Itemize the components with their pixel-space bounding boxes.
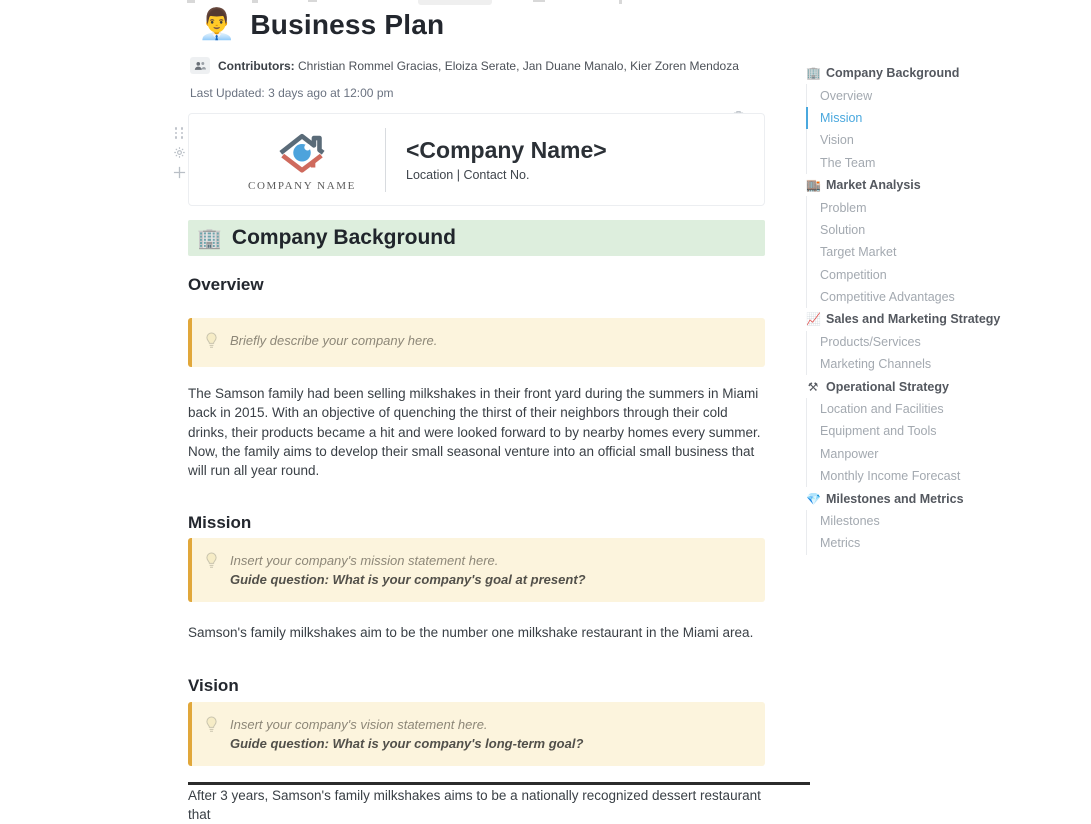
toc-item-label: Marketing Channels <box>820 357 932 372</box>
callout-overview[interactable] <box>188 318 765 367</box>
toc-item-label: Solution <box>820 222 866 237</box>
toc-section-emoji: 💎 <box>806 491 821 506</box>
toc-item-problem[interactable] <box>806 196 1041 218</box>
toc-item-label: Milestones <box>820 514 880 528</box>
callout-text: Insert your company's vision statement here. <box>230 716 488 732</box>
people-icon <box>190 57 210 74</box>
section-header-company-background[interactable] <box>188 220 765 256</box>
section-header-label: Company Background <box>231 226 456 249</box>
toc-item-mission[interactable] <box>806 107 1041 129</box>
callout-vision[interactable] <box>188 702 765 766</box>
paragraph-overview[interactable]: The Samson family had been selling milkshakes in their front yard during the summers in Miami back in 2015. With an objective of quenching the thirst of their neighbors through their cold drinks, their products became a hit and were looked forward to by nearby homes every summer. Now, the family aims to develop their small seasonal venture into an official small business that will run all year round. <box>188 386 761 479</box>
toc-item-milestones[interactable] <box>806 510 1041 532</box>
company-contact-placeholder: Location | Contact No. <box>406 168 530 182</box>
toc-item-label: Milestones and Metrics <box>826 491 964 506</box>
toc-section-emoji: 🏬 <box>806 178 821 193</box>
toc-item-metrics[interactable] <box>806 532 1041 554</box>
toc-item-competition[interactable] <box>806 264 1041 286</box>
block-controls <box>171 127 187 179</box>
contributors-names: Christian Rommel Gracias, Eloiza Serate, Jan Duane Manalo, Kier Zoren Mendoza <box>298 58 739 73</box>
cutoff-block-edge <box>188 782 810 785</box>
page-title[interactable]: Business Plan <box>250 9 445 40</box>
toc-item-manpower[interactable] <box>806 443 1041 465</box>
company-name-placeholder: <Company Name> <box>406 137 607 163</box>
toc-item-equipment-and-tools[interactable] <box>806 420 1041 442</box>
toc-item-operational-strategy[interactable] <box>806 375 1041 397</box>
heading-overview[interactable]: Overview <box>188 275 264 294</box>
toc-section-emoji: 📈 <box>806 312 821 327</box>
toc-item-products-services[interactable] <box>806 331 1041 353</box>
toc-item-the-team[interactable] <box>806 152 1041 174</box>
callout-text: Briefly describe your company here. <box>230 333 438 348</box>
contributors-label: Contributors: <box>218 58 295 73</box>
office-worker-emoji: 👨‍💼 <box>198 8 236 41</box>
paragraph-vision[interactable]: After 3 years, Samson's family milkshakes aims to be a nationally recognized dessert restaurant that <box>188 787 761 823</box>
lightbulb-icon <box>205 552 218 574</box>
toc-item-location-and-facilities[interactable] <box>806 398 1041 420</box>
toc-item-label: Problem <box>820 200 867 215</box>
toc-item-label: Mission <box>820 110 863 125</box>
toc-section-emoji: ⚒ <box>807 379 819 394</box>
gear-icon[interactable] <box>173 146 186 159</box>
last-updated: Last Updated: 3 days ago at 12:00 pm <box>190 86 394 100</box>
callout-guide-question: Guide question: What is your company's goal at present? <box>230 572 586 588</box>
toc-item-competitive-advantages[interactable] <box>806 286 1041 308</box>
toc-item-sales-and-marketing-strategy[interactable] <box>806 308 1041 330</box>
toc-item-label: Metrics <box>820 536 861 551</box>
toc-item-label: Operational Strategy <box>826 379 949 394</box>
company-logo <box>227 127 377 192</box>
company-banner-block[interactable] <box>188 113 765 206</box>
toolbar-remnant <box>0 0 1091 6</box>
page-title-row <box>188 8 765 42</box>
toc-section-emoji: 🏢 <box>806 66 821 81</box>
toc-item-label: Competitive Advantages <box>820 290 955 305</box>
toc-item-solution[interactable] <box>806 219 1041 241</box>
toc-item-monthly-income-forecast[interactable] <box>806 465 1041 487</box>
document-body <box>188 8 765 824</box>
callout-guide-question: Guide question: What is your company's long-term goal? <box>230 735 584 751</box>
logo-wordmark: COMPANY NAME <box>248 180 356 192</box>
lightbulb-icon <box>205 716 218 738</box>
toc-item-label: Sales and Marketing Strategy <box>826 312 1001 327</box>
toc-item-target-market[interactable] <box>806 241 1041 263</box>
table-of-contents <box>806 62 1041 555</box>
toc-item-milestones-and-metrics[interactable] <box>806 487 1041 509</box>
toc-item-market-analysis[interactable] <box>806 174 1041 196</box>
toc-item-label: Location and Facilities <box>820 402 944 417</box>
heading-mission[interactable]: Mission <box>188 513 252 533</box>
toc-item-label: Market Analysis <box>826 178 921 193</box>
callout-text: Insert your company's mission statement here. <box>230 553 499 569</box>
toc-item-company-background[interactable] <box>806 62 1041 84</box>
plus-icon[interactable] <box>173 166 186 179</box>
drag-handle-icon[interactable] <box>175 127 184 139</box>
office-building-emoji: 🏢 <box>197 227 222 250</box>
toc-item-label: Vision <box>820 133 854 148</box>
house-logo-icon <box>269 127 335 173</box>
company-name-block <box>406 137 607 182</box>
toc-item-label: Products/Services <box>820 334 921 349</box>
callout-mission[interactable] <box>188 538 765 602</box>
heading-vision[interactable]: Vision <box>188 675 239 695</box>
lightbulb-icon <box>205 332 218 354</box>
toc-item-label: Competition <box>820 267 887 282</box>
toc-item-label: Company Background <box>826 66 960 81</box>
toc-item-label: Target Market <box>820 245 897 260</box>
toc-item-label: Monthly Income Forecast <box>820 469 961 484</box>
toc-item-label: Overview <box>820 88 873 103</box>
contributors-row <box>188 57 765 74</box>
toc-item-marketing-channels[interactable] <box>806 353 1041 375</box>
toc-item-overview[interactable] <box>806 84 1041 106</box>
toc-item-label: The Team <box>820 155 876 170</box>
toc-item-label: Manpower <box>820 446 879 461</box>
toc-item-label: Equipment and Tools <box>820 424 937 439</box>
paragraph-mission[interactable]: Samson's family milkshakes aim to be the number one milkshake restaurant in the Miami area. <box>188 625 754 641</box>
banner-divider <box>385 128 386 192</box>
toc-item-vision[interactable] <box>806 129 1041 151</box>
